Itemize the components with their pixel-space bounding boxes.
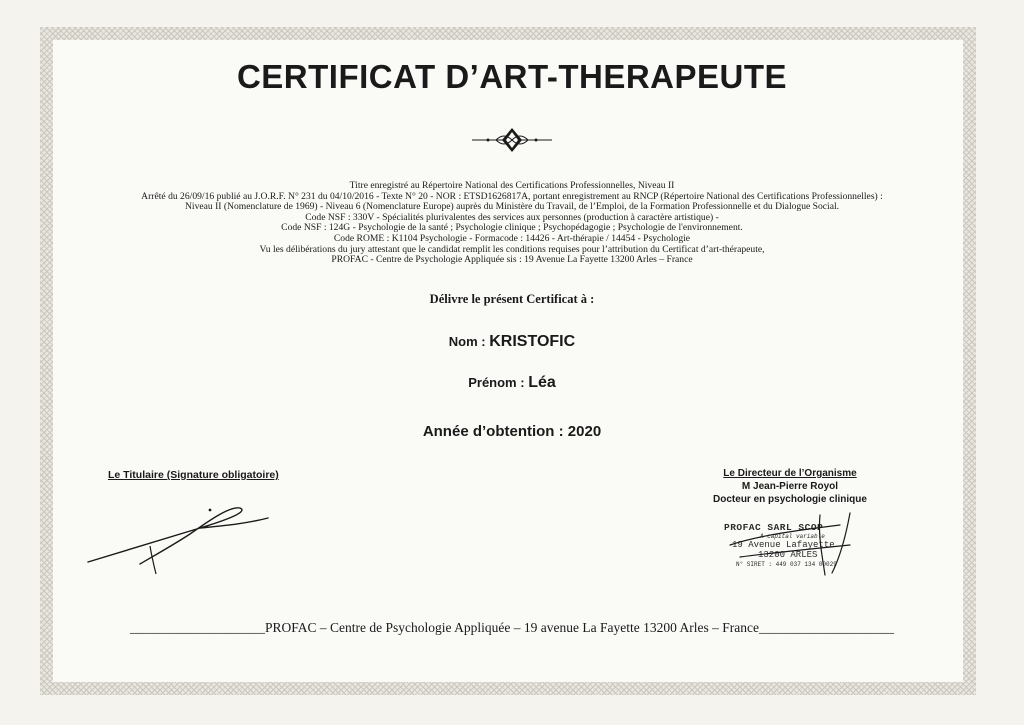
stamp-line: PROFAC SARL SCOP	[724, 522, 824, 533]
preamble-line: Code NSF : 124G - Psychologie de la santé ; Psychologie clinique ; Psychopédagogie ; Psychologie de l'environnement.	[281, 222, 743, 234]
prenom-value: Léa	[528, 374, 556, 391]
preamble-line: PROFAC - Centre de Psychologie Appliquée sis : 19 Avenue La Fayette 13200 Arles – France	[331, 254, 693, 266]
preamble-line: Titre enregistré au Répertoire National des Certifications Professionnelles, Niveau II	[349, 180, 675, 191]
preamble-line: Niveau II (Nomenclature de 1969) - Niveau 6 (Nomenclature Europe) auprès du Ministère du Travail, de l’Emploi, de la Formation Professionnelle et du Dialogue Social.	[184, 201, 840, 213]
titulaire-label: Le Titulaire (Signature obligatoire)	[108, 469, 279, 481]
annee-value: 2020	[567, 423, 602, 440]
stamp-line: A capital variable	[760, 533, 825, 540]
stamp-line: 19 Avenue Lafayette	[732, 540, 835, 550]
prenom-label: Prénom :	[468, 375, 529, 390]
ornament-icon	[468, 126, 556, 154]
preamble-line: Vu les délibérations du jury attestant que le candidat remplit les conditions requises pour l’attribution du Certificat d’art-thérapeute,	[259, 243, 765, 255]
director-block	[690, 467, 890, 506]
footer-address: ____________________PROFAC – Centre de Psychologie Appliquée – 19 avenue La Fayette 13200 Arles – France____________________	[130, 620, 894, 635]
annee-label: Année d’obtention :	[422, 423, 568, 440]
nom-value: KRISTOFIC	[489, 333, 576, 350]
director-role: Docteur en psychologie clinique	[713, 494, 867, 505]
titulaire-signature	[80, 500, 280, 580]
prenom-field	[0, 374, 1024, 392]
director-heading: Le Directeur de l’Organisme	[723, 468, 857, 479]
stamp-line: 13200 ARLES	[758, 550, 818, 560]
preamble-line: Code NSF : 330V - Spécialités plurivalentes des services aux personnes (production à caractère artistique) -	[305, 211, 719, 223]
delivre-heading: Délivre le présent Certificat à :	[429, 292, 595, 306]
director-name: M Jean-Pierre Royol	[741, 481, 839, 492]
director-signature	[700, 505, 880, 580]
nom-field	[0, 333, 1024, 351]
certificate-title: CERTIFICAT D’ART-THERAPEUTE	[236, 58, 788, 95]
annee-field	[0, 423, 1024, 441]
preamble-line: Arrêté du 26/09/16 publié au J.O.R.F. N° 231 du 04/10/2016 - Texte N° 20 - NOR : ETSD1626817A, portant enregistrement au RNCP (Répertoire National des Certifications Professionnelles) :	[141, 190, 883, 202]
nom-label: Nom :	[448, 334, 490, 349]
preamble-text	[60, 181, 964, 266]
stamp-line: N° SIRET : 449 037 134 00029	[736, 561, 837, 568]
preamble-line: Code ROME : K1104 Psychologie - Formacode : 14426 - Art-thérapie / 14454 - Psychologie	[333, 232, 691, 244]
